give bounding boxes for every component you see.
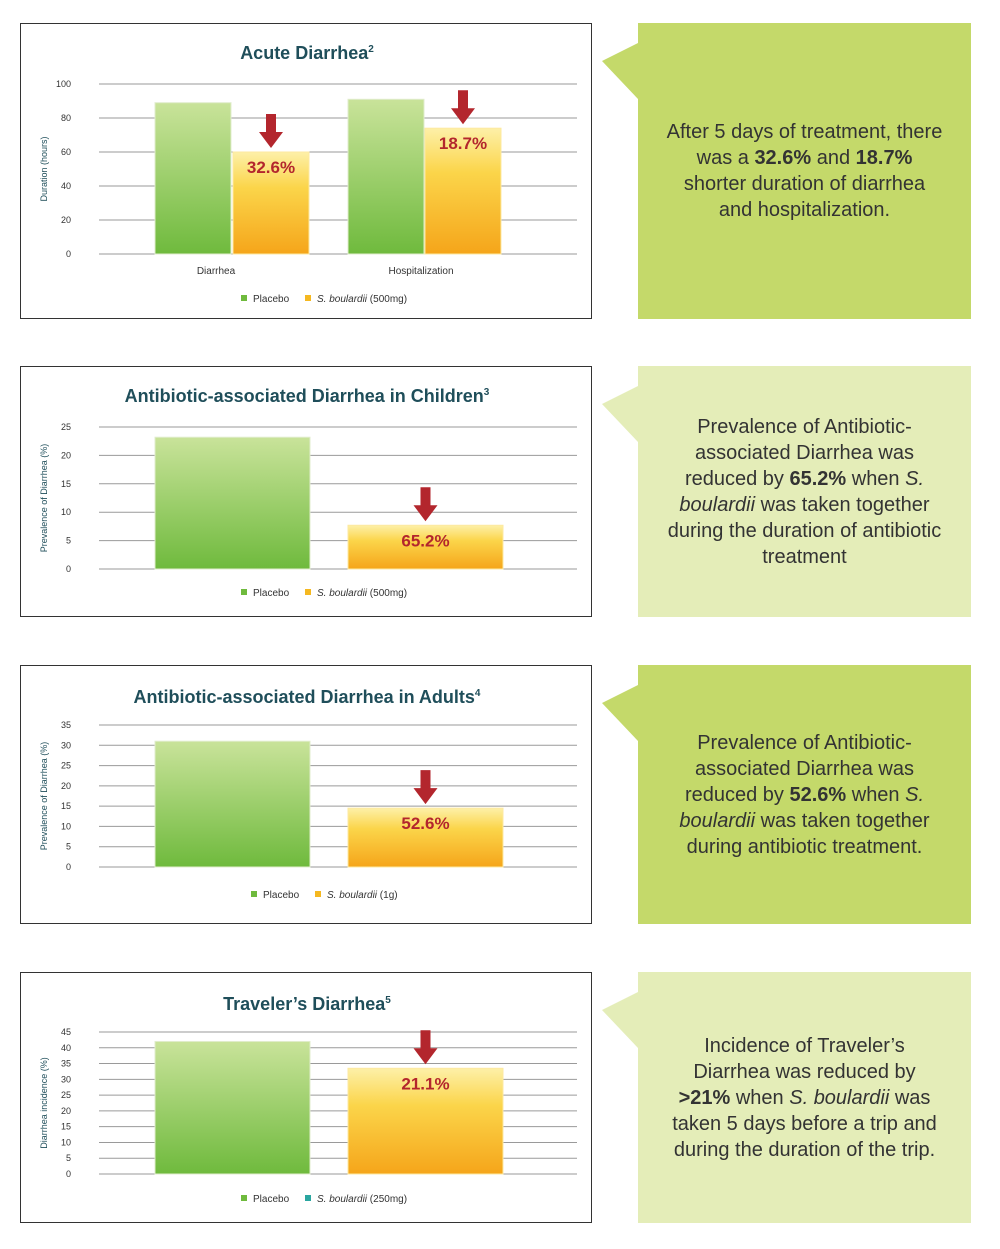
y-tick-label: 10	[60, 1137, 71, 1148]
legend-swatch	[241, 589, 247, 595]
y-tick-label: 20	[60, 215, 71, 225]
y-tick-label: 25	[60, 760, 71, 771]
legend-swatch	[251, 891, 257, 897]
reduction-label: 52.6%	[401, 814, 450, 834]
y-tick-label: 15	[60, 478, 71, 489]
y-tick-label: 15	[60, 801, 71, 812]
bar-placebo	[155, 103, 231, 254]
callout-acute	[638, 23, 971, 319]
down-arrow-icon	[451, 90, 475, 124]
callout-children	[638, 366, 971, 617]
legend-swatch	[241, 295, 247, 301]
legend-entry: Placebo	[263, 890, 300, 901]
y-tick-label: 30	[60, 740, 71, 751]
callout-text: Prevalence of Antibiotic-associated Diarrhea was reduced by 52.6% when S. boulardii was taken together during antibiotic treatment.	[679, 731, 930, 858]
reduction-label: 18.7%	[438, 134, 488, 154]
chart-acute-diarrhea	[21, 24, 593, 320]
callout-text: Prevalence of Antibiotic-associated Diarrhea was reduced by 65.2% when S. boulardii was taken together during the duration of antibiotic treatment	[667, 415, 942, 568]
chart-panel-adults	[20, 665, 592, 924]
y-tick-label: 0	[65, 862, 71, 872]
y-tick-label: 100	[55, 79, 71, 89]
callout-pointer	[602, 43, 638, 99]
y-tick-label: 30	[60, 1074, 71, 1085]
legend-swatch	[315, 891, 321, 897]
bar-placebo	[348, 99, 424, 254]
legend-entry: S. boulardii (500mg)	[317, 294, 408, 305]
y-tick-label: 40	[60, 181, 71, 191]
y-tick-label: 0	[65, 1169, 71, 1179]
y-tick-label: 35	[60, 1058, 71, 1069]
y-tick-label: 20	[60, 780, 71, 791]
y-axis-label: Prevalence of Diarrhea (%)	[39, 741, 49, 851]
y-axis-label: Prevalence of Diarrhea (%)	[39, 443, 49, 553]
chart-aad-adults	[21, 666, 593, 925]
y-tick-label: 15	[60, 1121, 71, 1132]
chart-panel-children	[20, 366, 592, 617]
legend-swatch	[305, 295, 311, 301]
down-arrow-icon	[414, 487, 438, 521]
chart-panel-acute	[20, 23, 592, 319]
callout-text: After 5 days of treatment, there was a 32.6% and 18.7% shorter duration of diarrhea and hospitalization.	[666, 121, 943, 221]
legend-entry: Placebo	[253, 1194, 290, 1205]
y-tick-label: 40	[60, 1042, 71, 1053]
legend-entry: S. boulardii (1g)	[327, 890, 398, 901]
legend-entry: Placebo	[253, 294, 290, 305]
legend-swatch	[305, 1195, 311, 1201]
y-tick-label: 10	[60, 507, 71, 518]
legend-swatch	[241, 1195, 247, 1201]
chart-panel-travelers	[20, 972, 592, 1223]
x-category-label: Hospitalization	[388, 266, 454, 277]
chart-aad-children	[21, 367, 593, 618]
legend-entry: Placebo	[253, 588, 290, 599]
y-tick-label: 20	[60, 1105, 71, 1116]
callout-pointer	[602, 386, 638, 442]
y-tick-label: 20	[60, 450, 71, 461]
y-tick-label: 35	[60, 720, 71, 730]
y-tick-label: 0	[65, 249, 71, 259]
chart-title: Traveler’s Diarrhea$^5$	[223, 994, 391, 1014]
callout-pointer	[602, 992, 638, 1048]
chart-title: Antibiotic-associated Diarrhea in Adults$^4$	[133, 687, 481, 707]
y-tick-label: 45	[60, 1027, 71, 1037]
y-axis-label: Diarrhea incidence (%)	[39, 1057, 49, 1149]
legend-entry: S. boulardii (500mg)	[317, 588, 408, 599]
reduction-label: 21.1%	[401, 1074, 450, 1094]
y-tick-label: 10	[60, 821, 71, 832]
y-tick-label: 5	[65, 1153, 71, 1164]
chart-travelers-diarrhea	[21, 973, 593, 1224]
y-tick-label: 25	[60, 1090, 71, 1101]
callout-travelers	[638, 972, 971, 1223]
callout-pointer	[602, 685, 638, 741]
y-axis-label: Duration (hours)	[39, 136, 49, 202]
reduction-label: 65.2%	[401, 531, 450, 551]
y-tick-label: 0	[65, 564, 71, 574]
callout-adults	[638, 665, 971, 924]
y-tick-label: 25	[60, 422, 71, 432]
bar-placebo	[155, 1041, 310, 1174]
chart-title: Acute Diarrhea$^2$	[240, 43, 374, 63]
y-tick-label: 80	[60, 113, 71, 123]
legend-entry: S. boulardii (250mg)	[317, 1194, 408, 1205]
reduction-label: 32.6%	[246, 158, 296, 177]
down-arrow-icon	[414, 770, 438, 804]
callout-text: Incidence of Traveler’s Diarrhea was reduced by >21% when S. boulardii was taken 5 days before a trip and during the duration of the trip.	[672, 1034, 937, 1161]
y-tick-label: 60	[60, 147, 71, 157]
down-arrow-icon	[259, 114, 283, 148]
legend-swatch	[305, 589, 311, 595]
bar-placebo	[155, 437, 310, 569]
bar-placebo	[155, 741, 310, 867]
y-tick-label: 5	[65, 535, 71, 546]
x-category-label: Diarrhea	[196, 266, 236, 277]
chart-title: Antibiotic-associated Diarrhea in Children$^3$	[124, 386, 490, 406]
y-tick-label: 5	[65, 841, 71, 852]
